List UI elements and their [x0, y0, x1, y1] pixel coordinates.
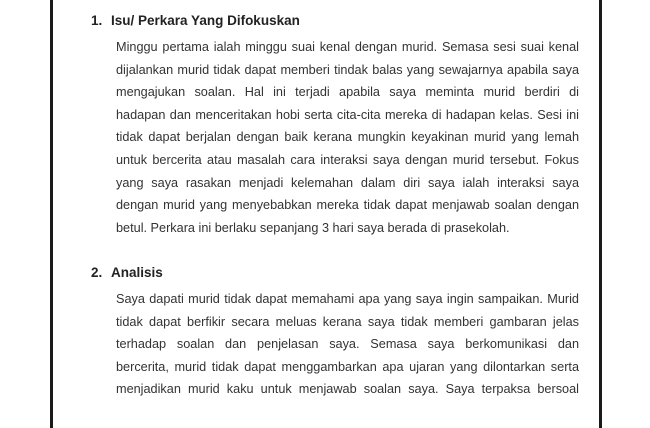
paragraph-line: yang saya rasakan menjadi kelemahan dalam diri saya ialah interaksi saya — [116, 175, 579, 190]
paragraph-line: dijalankan murid tidak dapat memberi tindak balas yang sewajarnya apabila saya — [116, 62, 579, 77]
paragraph-line: tidak dapat berfikir secara meluas kerana saya tidak memberi gambaran jelas — [116, 314, 579, 329]
section-number: 1. — [91, 13, 103, 28]
section-title: Isu/ Perkara Yang Difokuskan — [111, 13, 300, 28]
section-number: 2. — [91, 265, 103, 280]
paragraph-line: betul. Perkara ini berlaku sepanjang 3 hari saya berada di prasekolah. — [116, 220, 510, 235]
paragraph-line: untuk bercerita atau masalah cara interaksi saya dengan murid tersebut. Fokus — [116, 152, 579, 167]
section-heading — [91, 11, 300, 31]
section-heading — [91, 263, 163, 283]
section-paragraph — [116, 36, 579, 239]
paragraph-line: bercerita, murid tidak dapat menggambarkan apa ujaran yang dilontarkan serta — [116, 359, 579, 374]
paragraph-line: tidak dapat berjalan dengan baik kerana mungkin keyakinan murid yang lemah — [116, 130, 579, 145]
paragraph-line: Minggu pertama ialah minggu suai kenal dengan murid. Semasa sesi suai kenal — [116, 40, 579, 54]
section-title: Analisis — [111, 265, 163, 280]
paragraph-line: mengajukan soalan. Hal ini terjadi apabila saya meminta murid berdiri di — [116, 85, 579, 100]
paragraph-line: hadapan dan menceritakan hobi serta cita-cita mereka di hadapan kelas. Sesi ini — [116, 107, 579, 122]
paragraph-line: dengan murid yang menyebabkan mereka tidak dapat menjawab soalan dengan — [116, 198, 579, 213]
paragraph-line: terhadap soalan dan penjelasan saya. Semasa saya berkomunikasi dan — [116, 337, 579, 352]
paragraph-line: menjadikan murid kaku untuk menjawab soalan saya. Saya terpaksa bersoal — [116, 382, 579, 397]
paragraph-line: Saya dapati murid tidak dapat memahami apa yang saya ingin sampaikan. Murid — [116, 292, 579, 306]
section-paragraph — [116, 288, 579, 401]
